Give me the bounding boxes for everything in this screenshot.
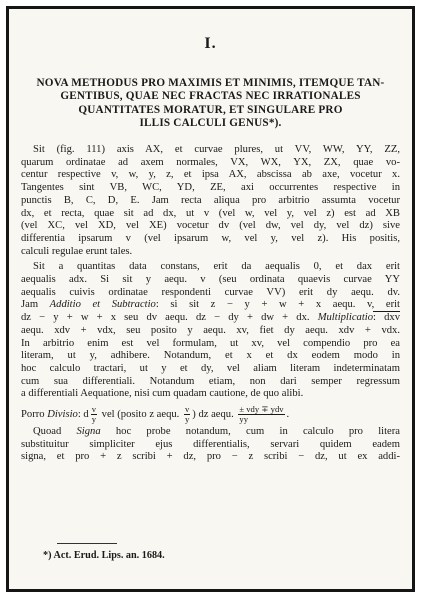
text-line: punctis B, C, D, E. Jam recta aliqua pro arbitrio assumta vocetur bbox=[21, 194, 400, 206]
text-run: : d bbox=[77, 409, 89, 421]
fraction-numerator: v bbox=[91, 404, 96, 415]
italic-term: Multiplicatio bbox=[317, 312, 374, 324]
fraction-denominator: y bbox=[91, 414, 96, 425]
text-run: Porro bbox=[21, 409, 48, 421]
text-line: In arbitrio enim est vel formulam, ut xv, vel compendio pro ea bbox=[21, 337, 400, 349]
text-line bbox=[21, 299, 400, 312]
italic-term: Additio et Subtractio bbox=[49, 299, 156, 311]
italic-term: Divisio bbox=[47, 409, 78, 421]
footnote-rule bbox=[57, 543, 117, 544]
fraction-numerator: v bbox=[184, 404, 190, 415]
text-run: . bbox=[286, 409, 290, 421]
text-line: (vel XC, vel XD, vel XE) vocetur dv (vel dw, vel dy, vel dz) sive bbox=[21, 220, 400, 232]
text-line: Tangentes sint VB, WC, YD, ZE, axi occurrentes respective in bbox=[21, 182, 400, 194]
text-line: literam, ut y, adhibere. Notandum, et x et dx eodem modo in bbox=[21, 350, 400, 362]
text-line bbox=[21, 312, 400, 325]
title-line: QUANTITATES MORATUR, ET SINGULARE PRO bbox=[78, 103, 343, 116]
text-line: calculi regulae erunt tales. bbox=[21, 245, 133, 257]
text-line: aequalis adx. Si sit y aequ. v (seu ordinata quaevis curvae YY bbox=[21, 274, 400, 286]
fraction bbox=[184, 405, 190, 424]
text-line: aequalis cuivis ordinatae respondenti curvae VV) erit dy aequ. dv. bbox=[21, 286, 400, 298]
text-line: cum sua differentiali. Notandum etiam, non dari semper regressum bbox=[21, 375, 400, 387]
text-line: aequ. xdv + vdx, seu posito y aequ. xv, fiet dy aequ. xdv + vdx. bbox=[21, 324, 400, 336]
fraction-numerator: ± vdy ∓ ydv bbox=[239, 404, 284, 415]
text-line: quarum ordinatae ad axem normales, VX, WX, YX, ZX, quae vo- bbox=[21, 156, 400, 168]
text-line: centur respective v, w, y, z, et ipsa AX, abscissa ab axe, vocetur x. bbox=[21, 169, 400, 181]
title-line: ILLIS CALCULI GENUS*). bbox=[139, 117, 282, 130]
fraction-denominator: y bbox=[184, 414, 190, 425]
section-number: I. bbox=[204, 35, 217, 52]
page-frame bbox=[6, 6, 415, 592]
text-run: dz − y + w + x seu dv aequ. dz − dy + dw + dx. bbox=[21, 312, 318, 324]
body-text bbox=[21, 144, 400, 464]
page-content bbox=[21, 9, 400, 589]
text-run: Jam bbox=[21, 299, 50, 311]
text-line: Sit (fig. 111) axis AX, et curvae plures, ut VV, WW, YY, ZZ, bbox=[33, 144, 400, 155]
text-line: Sit a quantitas data constans, erit da aequalis 0, et dax erit bbox=[33, 261, 400, 273]
fraction bbox=[238, 405, 284, 424]
text-run: ) dz aequ. bbox=[192, 409, 237, 421]
text-line: hoc calculo tractari, ut y et dy, vel aliam literam indeterminatam bbox=[21, 362, 400, 374]
text-line bbox=[21, 426, 400, 439]
title-line: NOVA METHODUS PRO MAXIMIS ET MINIMIS, ITEMQUE TAN- bbox=[36, 77, 385, 89]
text-run: : dxv bbox=[373, 312, 400, 324]
fraction-denominator: yy bbox=[239, 414, 248, 425]
text-run: hoc probe notandum, cum in calculo pro litera bbox=[100, 426, 400, 438]
section-title bbox=[21, 77, 400, 131]
text-run: : si sit z − y + w + x aequ. v, erit bbox=[155, 299, 400, 311]
title-line: GENTIBUS, QUAE NEC FRACTAS NEC IRRATIONALES bbox=[60, 90, 361, 103]
text-line: signa, et pro + z scribi + dz, pro − z scribi − dz, ut ex addi- bbox=[21, 451, 400, 463]
divisio-line bbox=[21, 404, 400, 426]
text-line: a differentiali Aequatione, nisi cum quadam cautione, de quo alibi. bbox=[21, 388, 304, 400]
footnote: *) Act. Erud. Lips. an. 1684. bbox=[43, 550, 165, 561]
fraction bbox=[91, 405, 97, 424]
italic-term: Signa bbox=[76, 426, 101, 438]
text-run: Quoad bbox=[33, 426, 77, 438]
text-line: dx, et recta, quae sit ad dx, ut v (vel w, vel y, vel z) est ad XB bbox=[21, 207, 400, 219]
text-line: differentia ipsarum v (vel ipsarum w, vel y, vel z). His positis, bbox=[21, 232, 400, 244]
text-line: substituitur simpliciter ejus differentialis, servari quidem eadem bbox=[21, 438, 400, 450]
text-run: vel (posito z aequ. bbox=[99, 409, 182, 421]
